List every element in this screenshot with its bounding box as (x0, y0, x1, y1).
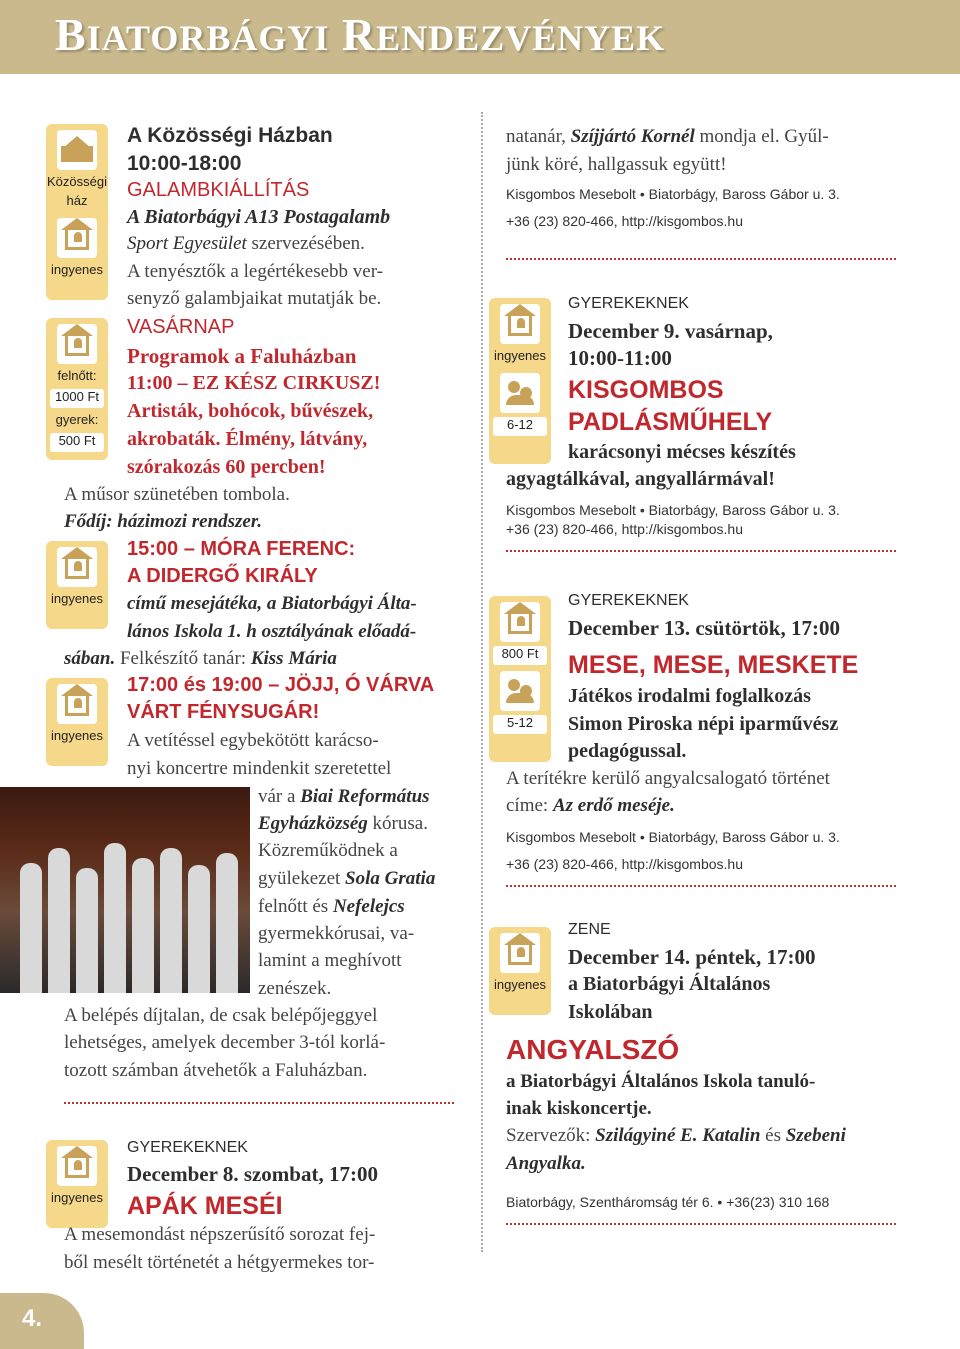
people-icon (500, 373, 540, 413)
badge-label: ingyenes (50, 262, 104, 277)
category-label: GYEREKEKNEK (568, 592, 689, 609)
badge-free (46, 541, 108, 629)
badge-label: Közösségi (47, 174, 107, 189)
body-text: lamint a meghívott (258, 950, 402, 971)
organizer-text: Angyalka. (506, 1153, 586, 1174)
people-icon (500, 671, 540, 711)
contact-text: +36 (23) 820-466, http://kisgombos.hu (506, 856, 743, 872)
body-text: senyző galambjaikat mutatják be. (127, 288, 382, 309)
badge-label: 6-12 (493, 417, 547, 436)
body-text: Egyházközség kórusa. (258, 813, 428, 834)
program-heading: Programok a Faluházban (127, 344, 357, 368)
badge-label: felnőtt: (57, 368, 97, 383)
event-date: December 14. péntek, 17:00 (568, 945, 816, 969)
category-label: GYEREKEKNEK (568, 295, 689, 312)
event-subtitle: Artisták, bohócok, bűvészek, (127, 400, 374, 422)
house-icon (57, 324, 97, 364)
address-text: Kisgombos Mesebolt • Biatorbágy, Baross Gábor u. 3. (506, 186, 840, 202)
section-divider (506, 1223, 896, 1225)
category-label: GYEREKEKNEK (127, 1139, 248, 1156)
body-text: vár a Biai Református (258, 786, 430, 807)
section-divider (506, 550, 896, 552)
house-icon (57, 218, 97, 258)
body-text: A terítékre kerülő angyalcsalogató történet (506, 768, 830, 789)
body-text: jünk köré, hallgassuk együtt! (506, 154, 727, 175)
body-text: ből mesélt történetét a hétgyermekes tor- (64, 1252, 375, 1273)
venue-heading: A Közösségi Házban (127, 124, 333, 147)
badge-free (46, 1140, 108, 1228)
body-text: gyülekezet Sola Gratia (258, 868, 436, 889)
community-house-icon (57, 130, 97, 170)
address-text: Kisgombos Mesebolt • Biatorbágy, Baross Gábor u. 3. (506, 829, 840, 845)
event-subtitle: karácsonyi mécses készítés (568, 441, 796, 463)
body-text: A mesemondást népszerűsítő sorozat fej- (64, 1224, 376, 1245)
badge-free-age (489, 298, 551, 464)
address-text: Kisgombos Mesebolt • Biatorbágy, Baross Gábor u. 3. (506, 502, 840, 518)
badge-label: ingyenes (493, 977, 547, 992)
badge-label: ingyenes (50, 728, 104, 743)
event-title: A DIDERGŐ KIRÁLY (127, 565, 318, 587)
badge-label: 500 Ft (50, 433, 104, 452)
choir-photo (0, 787, 250, 993)
badge-label: gyerek: (55, 412, 99, 427)
contact-text: +36 (23) 820-466, http://kisgombos.hu (506, 521, 743, 537)
body-text: A belépés díjtalan, de csak belépőjeggyel (64, 1005, 378, 1026)
body-text: Közreműködnek a (258, 840, 398, 861)
badge-label: 5-12 (493, 715, 547, 734)
event-subtitle: inak kiskoncertje. (506, 1098, 652, 1119)
body-text: lehetséges, amelyek december 3-tól korlá- (64, 1032, 386, 1053)
event-venue: Iskolában (568, 1001, 653, 1023)
house-icon (500, 304, 540, 344)
event-title: 17:00 és 19:00 – JÖJJ, Ó VÁRVA (127, 674, 435, 696)
body-text: zenészek. (258, 978, 332, 999)
category-label: ZENE (568, 921, 611, 938)
page-title: BIATORBÁGYI RENDEZVÉNYEK (55, 9, 666, 60)
page-header (0, 0, 960, 74)
prize-text: Fődíj: házimozi rendszer. (64, 511, 262, 532)
event-subtitle: Játékos irodalmi foglalkozás (568, 685, 811, 707)
body-text: sában. Felkészítő tanár: Kiss Mária (64, 648, 337, 669)
house-icon (57, 684, 97, 724)
event-subtitle: szórakozás 60 percben! (127, 456, 326, 478)
organizer-text: A Biatorbágyi A13 Postagalamb (127, 206, 391, 228)
badge-price (46, 318, 108, 460)
badge-label: ingyenes (50, 591, 104, 606)
page-number: 4. (22, 1305, 43, 1332)
section-divider (64, 1102, 454, 1104)
house-icon (57, 547, 97, 587)
event-subtitle: pedagógussal. (568, 740, 687, 762)
badge-community-house (46, 124, 108, 300)
house-icon (500, 933, 540, 973)
body-text: tozott számban átvehetők a Faluházban. (64, 1060, 368, 1081)
body-text: A tenyésztők a legértékesebb ver- (127, 261, 384, 282)
contact-text: +36 (23) 820-466, http://kisgombos.hu (506, 213, 743, 229)
body-text: Sport Egyesület szervezésében. (127, 233, 365, 254)
badge-label: 800 Ft (493, 646, 547, 665)
badge-label: 1000 Ft (50, 389, 104, 408)
event-title: MESE, MESE, MESKETE (568, 651, 859, 679)
event-date: December 8. szombat, 17:00 (127, 1162, 378, 1186)
body-text: gyermekkórusai, va- (258, 923, 415, 944)
event-subtitle: Simon Piroska népi iparművész (568, 713, 839, 735)
badge-free (46, 678, 108, 766)
event-subtitle: akrobaták. Élmény, látvány, (127, 428, 368, 450)
event-description: lános Iskola 1. h osztályának előadá- (127, 621, 417, 642)
event-venue: a Biatorbágyi Általános (568, 973, 771, 995)
body-text: natanár, Szíjjártó Kornél mondja el. Gyűl- (506, 126, 829, 147)
section-divider (506, 258, 896, 260)
house-icon (57, 1146, 97, 1186)
body-text: címe: Az erdő meséje. (506, 795, 675, 816)
event-subtitle: agyagtálkával, angyallármával! (506, 468, 775, 490)
section-divider (506, 885, 896, 887)
event-title: GALAMBKIÁLLÍTÁS (127, 179, 310, 201)
event-date: December 13. csütörtök, 17:00 (568, 616, 840, 640)
day-heading: VASÁRNAP (127, 316, 235, 338)
event-title: 11:00 – EZ KÉSZ CIRKUSZ! (127, 372, 381, 394)
event-time: 10:00-11:00 (568, 346, 672, 370)
badge-free (489, 927, 551, 1015)
event-date: December 9. vasárnap, (568, 319, 773, 343)
house-icon (500, 602, 540, 642)
body-text: felnőtt és Nefelejcs (258, 896, 405, 917)
event-title: APÁK MESÉI (127, 1192, 283, 1220)
body-text: A műsor szünetében tombola. (64, 484, 290, 505)
badge-label: ház (66, 193, 88, 208)
event-title: 15:00 – MÓRA FERENC: (127, 538, 356, 560)
event-title: VÁRT FÉNYSUGÁR! (127, 701, 320, 723)
page-number-tab (0, 1293, 84, 1349)
body-text: Szervezők: Szilágyiné E. Katalin és Szebeni (506, 1125, 846, 1146)
badge-label: ingyenes (493, 348, 547, 363)
event-subtitle: a Biatorbágyi Általános Iskola tanuló- (506, 1071, 816, 1092)
body-text: A vetítéssel egybekötött karácso- (127, 730, 379, 751)
event-title: KISGOMBOS (568, 376, 724, 404)
column-divider (481, 112, 483, 1252)
event-description: című mesejátéka, a Biatorbágyi Álta- (127, 593, 417, 614)
badge-label: ingyenes (50, 1190, 104, 1205)
address-text: Biatorbágy, Szentháromság tér 6. • +36(23) 310 168 (506, 1194, 830, 1210)
body-text: nyi koncertre mindenkit szeretettel (127, 758, 392, 779)
event-title: PADLÁSMŰHELY (568, 408, 773, 436)
event-title: ANGYALSZÓ (506, 1034, 680, 1065)
badge-price-age (489, 596, 551, 762)
time-text: 10:00-18:00 (127, 152, 242, 175)
